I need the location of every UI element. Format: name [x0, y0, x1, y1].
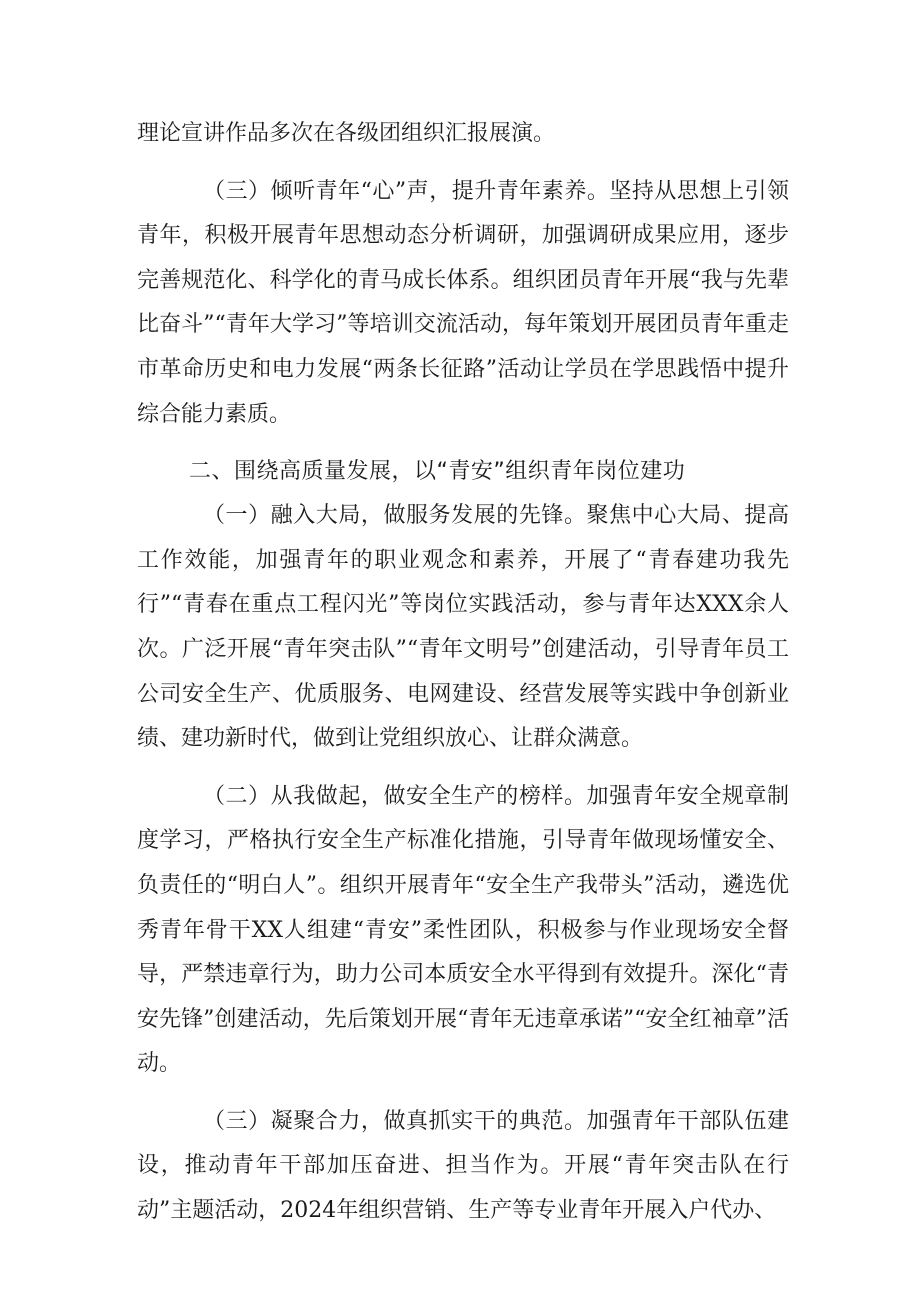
document-body: [137, 112, 789, 1247]
paragraph-integrate-overall: （一）融入大局，做服务发展的先锋。聚焦中心大局、提高工作效能，加强青年的职业观念和素养，开展了“青春建功我先行”“青春在重点工程闪光”等岗位实践活动，参与青年达XXX余人次。广泛开展“青年突击队”“青年文明号”创建活动，引导青年员工公司安全生产、优质服务、电网建设、经营发展等实践中争创新业绩、建功新时代，做到让党组织放心、让群众满意。: [137, 503, 789, 752]
paragraph-safety-example: （二）从我做起，做安全生产的榜样。加强青年安全规章制度学习，严格执行安全生产标准化措施，引导青年做现场懂安全、负责任的“明白人”。组织开展青年“安全生产我带头”活动，遴选优秀青年骨干XX人组建“青安”柔性团队，积极参与作业现场安全督导，严禁违章行为，助力公司本质安全水平得到有效提升。深化“青安先锋”创建活动，先后策划开展“青年无违章承诺”“安全红袖章”活动。: [137, 783, 789, 1077]
paragraph-listen-to-youth: （三）倾听青年“心”声，提升青年素养。坚持从思想上引领青年，积极开展青年思想动态分析调研，加强调研成果应用，逐步完善规范化、科学化的青马成长体系。组织团员青年开展“我与先辈比奋斗”“青年大学习”等培训交流活动，每年策划开展团员青年重走市革命历史和电力发展“两条长征路”活动让学员在学思践悟中提升综合能力素质。: [137, 178, 789, 427]
section-heading: 二、围绕高质量发展，以“青安”组织青年岗位建功: [189, 459, 686, 485]
paragraph-continuation: 理论宣讲作品多次在各级团组织汇报展演。: [137, 121, 556, 146]
paragraph-unite-strength: （三）凝聚合力，做真抓实干的典范。加强青年干部队伍建设，推动青年干部加压奋进、担当作为。开展“青年突击队在行动”主题活动，2024年组织营销、生产等专业青年开展入户代办、: [137, 1108, 789, 1224]
